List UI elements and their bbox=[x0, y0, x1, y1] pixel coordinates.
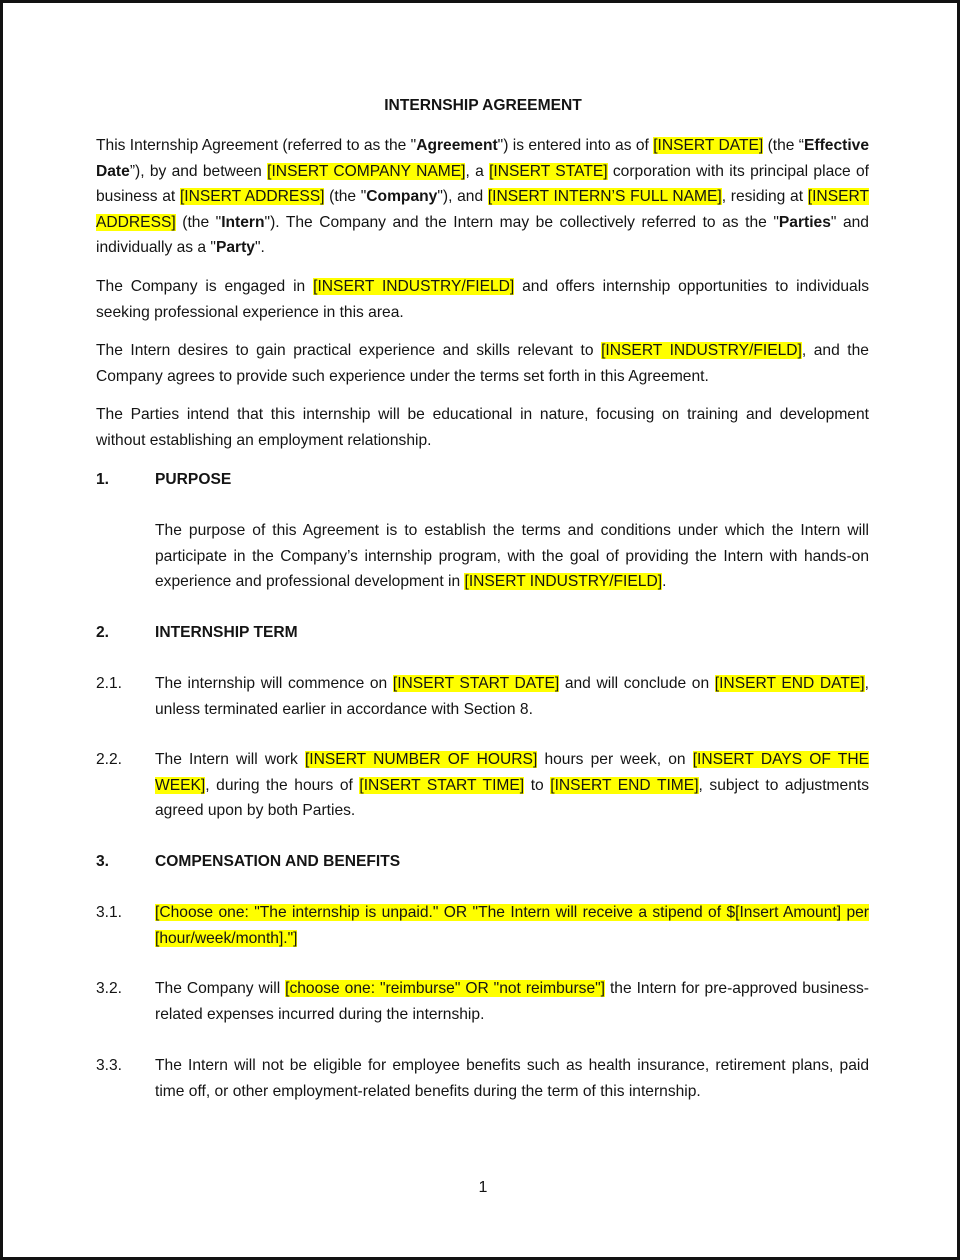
placeholder-start-date: [INSERT START DATE] bbox=[392, 675, 560, 692]
clause-3-3: The Intern will not be eligible for employee benefits such as health insurance, retirement plans, paid time off, or other employment-related benefits during the term of this internship. bbox=[155, 1057, 869, 1100]
intent-paragraph: The Parties intend that this internship will be educational in nature, focusing on training and development without establishing an employment relationship. bbox=[96, 406, 869, 449]
clause-3-2: The Company will [choose one: "reimburse" OR "not reimburse"] the Intern for pre-approved business-related expenses incurred during the internship. bbox=[155, 980, 869, 1023]
placeholder-hours: [INSERT NUMBER OF HOURS] bbox=[304, 751, 538, 768]
document-title: INTERNSHIP AGREEMENT bbox=[384, 97, 582, 114]
placeholder-compensation: [Choose one: "The internship is unpaid." OR "The Intern will receive a stipend of $[Insert Amount] per [hour/week/month]."] bbox=[155, 904, 869, 947]
section-heading-term: INTERNSHIP TERM bbox=[155, 624, 298, 641]
page-number: 1 bbox=[478, 1179, 488, 1196]
clause-3-1 bbox=[155, 900, 869, 951]
intro-paragraph: This Internship Agreement (referred to as the "Agreement") is entered into as of [INSERT DATE] (the “Effective Date”), by and between [INSERT COMPANY NAME], a [INSERT STATE] corporation with its principal place of business at [INSERT ADDRESS] (the "Company"), and [INSERT INTERN’S FULL NAME], residing at [INSERT ADDRESS] (the "Intern"). The Company and the Intern may be collectively referred to as the "Parties" and individually as a "Party". bbox=[96, 137, 870, 257]
section-heading-purpose: PURPOSE bbox=[155, 471, 232, 488]
section-number: 3. bbox=[96, 853, 110, 870]
placeholder-start-time: [INSERT START TIME] bbox=[359, 776, 525, 794]
placeholder-reimbursement: [choose one: "reimburse" OR "not reimburse"] bbox=[285, 980, 606, 997]
clause-number: 2.1. bbox=[96, 675, 123, 692]
purpose-paragraph: The purpose of this Agreement is to establish the terms and conditions under which the Intern will participate in the Company’s internship program, with the goal of providing the Intern with hands-on experience and professional development in [INSERT INDUSTRY/FIELD]. bbox=[155, 522, 869, 591]
placeholder-industry: [INSERT INDUSTRY/FIELD] bbox=[313, 278, 515, 295]
intern-desire-paragraph: The Intern desires to gain practical experience and skills relevant to [INSERT INDUSTRY/FIELD], and the Company agrees to provide such experience under the terms set forth in this Agreement. bbox=[96, 342, 869, 385]
placeholder-date: [INSERT DATE] bbox=[653, 137, 764, 154]
clause-number: 2.2. bbox=[96, 751, 123, 768]
section-heading-compensation: COMPENSATION AND BENEFITS bbox=[155, 853, 401, 870]
placeholder-state: [INSERT STATE] bbox=[489, 162, 608, 180]
industry-paragraph: The Company is engaged in [INSERT INDUSTRY/FIELD] and offers internship opportunities to individuals seeking professional experience in this area. bbox=[96, 278, 869, 321]
clause-number: 3.3. bbox=[96, 1057, 123, 1074]
placeholder-days: [INSERT DAYS OF THE WEEK] bbox=[155, 751, 869, 794]
clause-number: 3.2. bbox=[96, 980, 123, 997]
placeholder-company-name: [INSERT COMPANY NAME] bbox=[267, 162, 466, 180]
placeholder-end-time: [INSERT END TIME] bbox=[550, 776, 699, 794]
clause-2-1: The internship will commence on [INSERT START DATE] and will conclude on [INSERT END DATE], unless terminated earlier in accordance with Section 8. bbox=[155, 675, 869, 718]
placeholder-industry: [INSERT INDUSTRY/FIELD] bbox=[601, 342, 802, 359]
clause-number: 3.1. bbox=[96, 904, 123, 921]
section-number: 1. bbox=[96, 471, 110, 488]
placeholder-company-address: [INSERT ADDRESS] bbox=[179, 188, 325, 206]
placeholder-intern-name: [INSERT INTERN’S FULL NAME] bbox=[487, 188, 722, 206]
placeholder-end-date: [INSERT END DATE] bbox=[714, 675, 865, 692]
placeholder-intern-address: [INSERT ADDRESS] bbox=[96, 188, 869, 231]
section-number: 2. bbox=[96, 624, 110, 641]
placeholder-industry: [INSERT INDUSTRY/FIELD] bbox=[464, 573, 663, 591]
clause-2-2: The Intern will work [INSERT NUMBER OF HOURS] hours per week, on [INSERT DAYS OF THE WEEK], during the hours of [INSERT START TIME] to [INSERT END TIME], subject to adjustments agreed upon by both Parties. bbox=[155, 751, 869, 820]
